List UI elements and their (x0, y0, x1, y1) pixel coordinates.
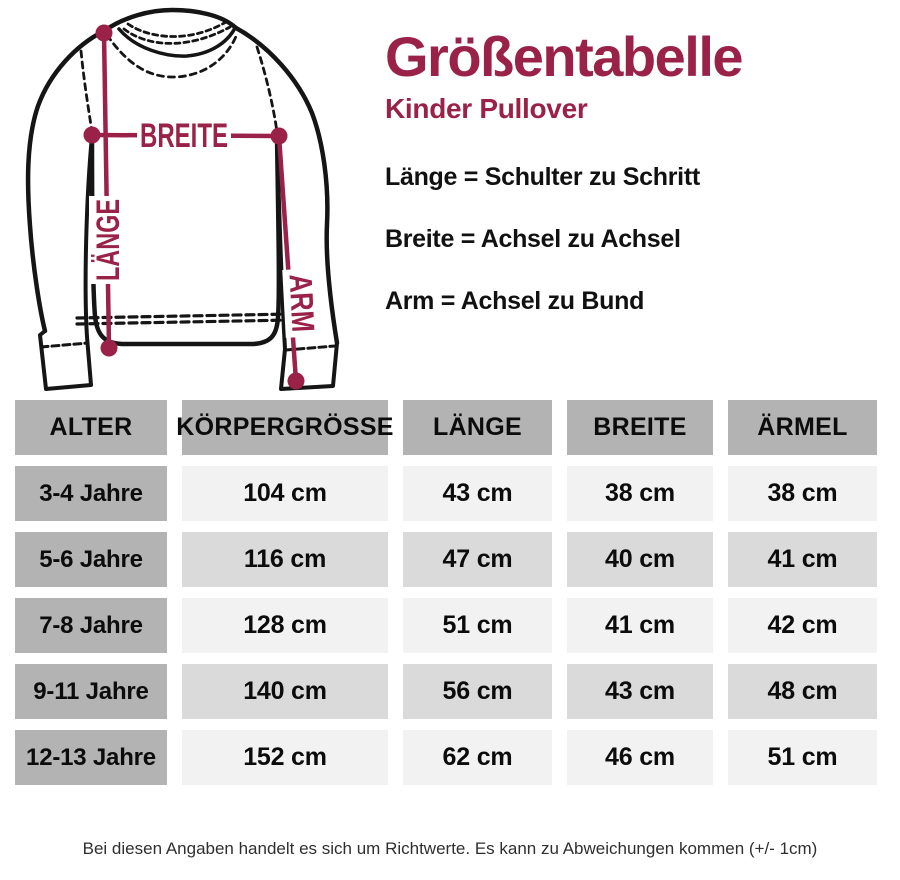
table-cell: 140 cm (182, 664, 388, 719)
table-cell: 152 cm (182, 730, 388, 785)
table-row-age: 3-4 Jahre (15, 466, 167, 521)
table-row-age: 7-8 Jahre (15, 598, 167, 653)
table-cell: 43 cm (567, 664, 713, 719)
table-cell: 42 cm (728, 598, 877, 653)
breite-label: BREITE (140, 117, 228, 155)
measure-dot (84, 127, 101, 144)
table-cell: 40 cm (567, 532, 713, 587)
laenge-measure-line (104, 33, 109, 348)
table-header-laenge: LÄNGE (403, 400, 552, 455)
table-cell: 51 cm (403, 598, 552, 653)
table-cell: 38 cm (567, 466, 713, 521)
table-row-age: 5-6 Jahre (15, 532, 167, 587)
table-cell: 43 cm (403, 466, 552, 521)
measure-dot (101, 340, 118, 357)
table-cell: 41 cm (728, 532, 877, 587)
definition-breite: Breite = Achsel zu Achsel (385, 224, 681, 253)
footnote: Bei diesen Angaben handelt es sich um Richtwerte. Es kann zu Abweichungen kommen (+/- 1cm) (82, 839, 818, 858)
table-cell: 41 cm (567, 598, 713, 653)
definition-laenge: Länge = Schulter zu Schritt (385, 162, 700, 191)
table-cell: 38 cm (728, 466, 877, 521)
measure-dot (96, 25, 113, 42)
table-cell: 128 cm (182, 598, 388, 653)
table-cell: 48 cm (728, 664, 877, 719)
laenge-label: LÄNGE (90, 169, 126, 281)
table-header-aermel: ÄRMEL (728, 400, 877, 455)
measure-definitions (385, 162, 890, 315)
title-block (385, 25, 890, 349)
table-cell: 104 cm (182, 466, 388, 521)
table-cell: 47 cm (403, 532, 552, 587)
table-header-breite: BREITE (567, 400, 713, 455)
table-cell: 51 cm (728, 730, 877, 785)
table-header-alter: ALTER (15, 400, 167, 455)
table-header-koerpergroesse: KÖRPERGRÖSSE (182, 400, 388, 455)
table-cell: 116 cm (182, 532, 388, 587)
sweater-measurement-diagram (0, 0, 380, 395)
definition-arm: Arm = Achsel zu Bund (385, 286, 645, 315)
measure-dot (288, 373, 305, 390)
table-cell: 46 cm (567, 730, 713, 785)
table-row-age: 12-13 Jahre (15, 730, 167, 785)
arm-label: ARM (282, 273, 323, 348)
page-title: Größentabelle (385, 25, 743, 88)
measurement-overlay (84, 25, 322, 390)
measure-dot (271, 128, 288, 145)
table-row-age: 9-11 Jahre (15, 664, 167, 719)
size-table (15, 400, 877, 785)
table-cell: 62 cm (403, 730, 552, 785)
page-subtitle: Kinder Pullover (385, 92, 588, 124)
table-cell: 56 cm (403, 664, 552, 719)
